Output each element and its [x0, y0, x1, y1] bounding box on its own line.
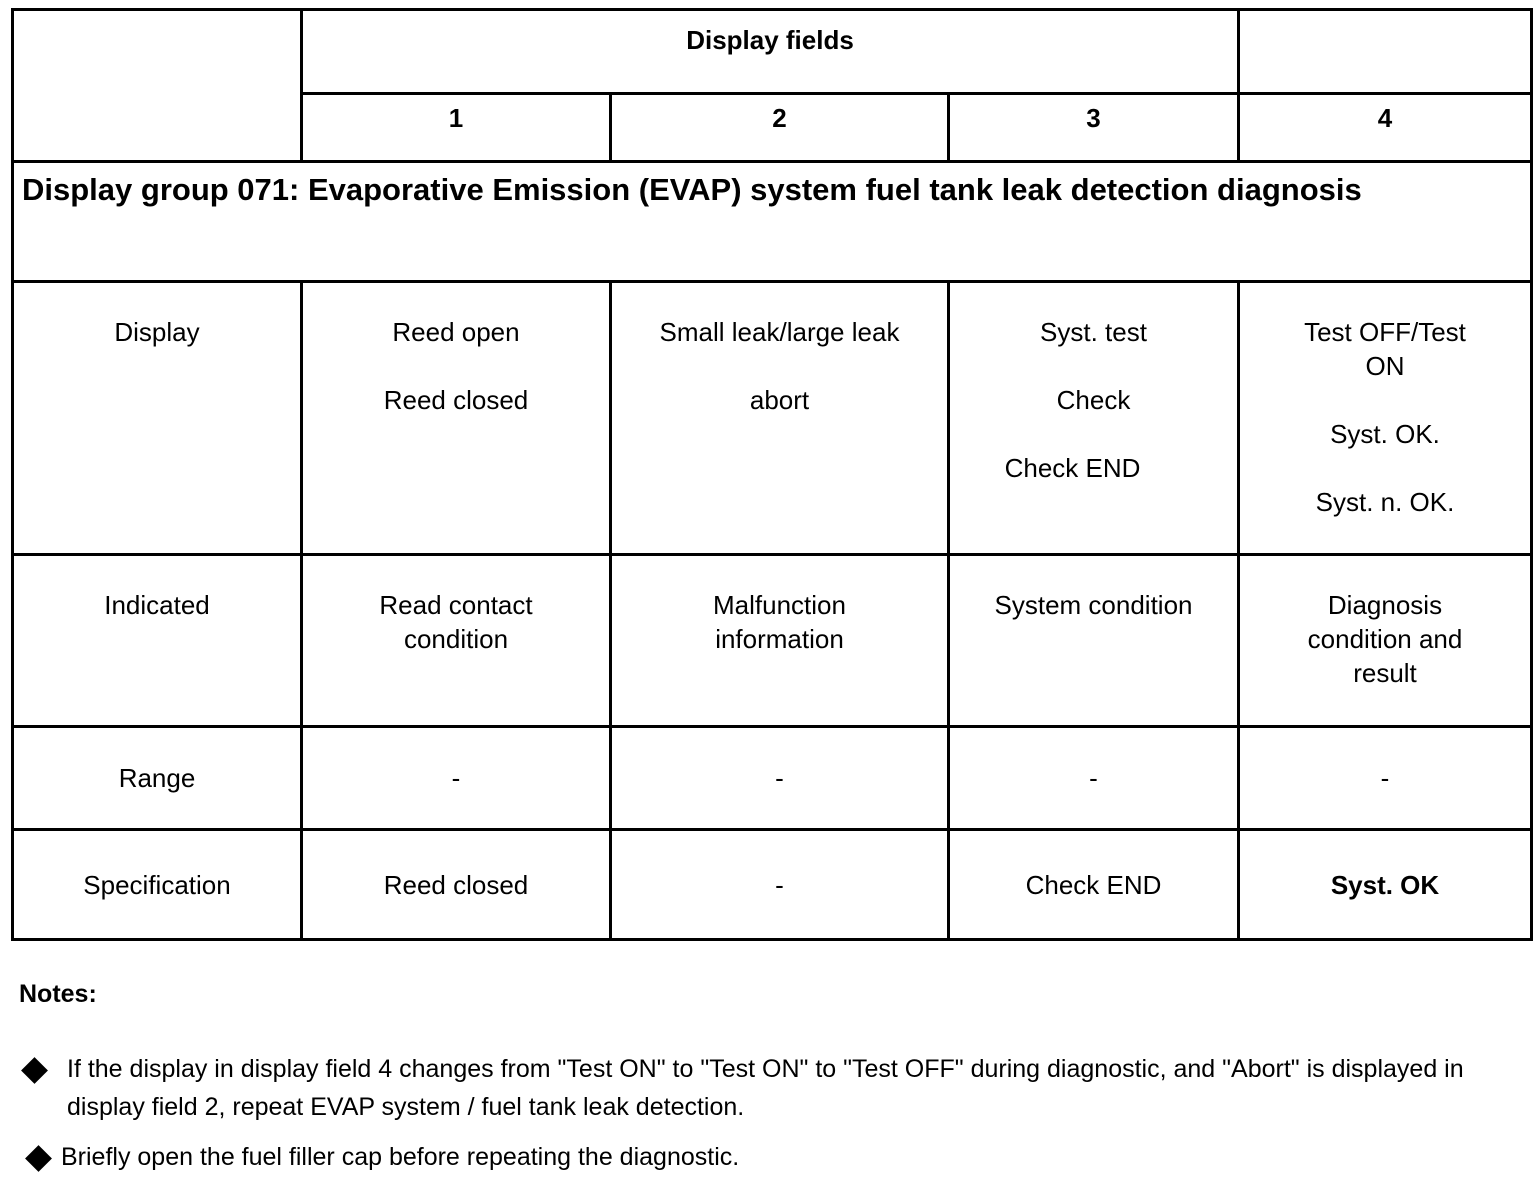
display-value: Syst. OK.	[1330, 419, 1440, 449]
display-value: Small leak/large leak	[659, 317, 900, 347]
specification-field-4: Syst. OK	[1239, 830, 1532, 940]
indicated-field-1: Read contact condition	[302, 555, 611, 727]
note-text: If the display in display field 4 changes from "Test ON" to "Test ON" to "Test OFF" during diagnostic, and "Abort" is displayed in display field 2, repeat EVAP system / fuel tank leak detection.	[67, 1055, 1464, 1121]
field-number-1: 1	[302, 94, 611, 162]
row-label-specification: Specification	[13, 830, 302, 940]
field-number-3: 3	[949, 94, 1239, 162]
header-blank-cell-right	[1239, 10, 1532, 94]
field-number-4: 4	[1239, 94, 1532, 162]
diamond-bullet-icon	[25, 1145, 52, 1172]
row-label-range: Range	[13, 727, 302, 830]
row-label-indicated: Indicated	[13, 555, 302, 727]
display-value: Check END	[1004, 453, 1141, 483]
range-field-1: -	[302, 727, 611, 830]
display-value: Test OFF/Test ON	[1304, 317, 1466, 381]
header-blank-cell	[13, 10, 302, 162]
display-value: Reed open	[392, 317, 520, 347]
display-field-4	[1239, 282, 1532, 555]
note-text: Briefly open the fuel filler cap before repeating the diagnostic.	[61, 1143, 740, 1171]
display-fields-title: Display fields	[302, 10, 1239, 94]
specification-field-2: -	[611, 830, 949, 940]
range-field-2: -	[611, 727, 949, 830]
display-group-table	[11, 8, 1533, 941]
display-value: Check	[1056, 385, 1131, 415]
display-field-2	[611, 282, 949, 555]
diamond-bullet-icon	[21, 1057, 48, 1084]
field-number-2: 2	[611, 94, 949, 162]
display-value: Syst. n. OK.	[1315, 487, 1455, 517]
range-field-4: -	[1239, 727, 1532, 830]
display-field-1	[302, 282, 611, 555]
indicated-field-4: Diagnosis condition and result	[1239, 555, 1532, 727]
note-item	[19, 1050, 1519, 1126]
indicated-field-3: System condition	[949, 555, 1239, 727]
notes-title: Notes:	[19, 980, 97, 1008]
notes-section	[19, 978, 1519, 1188]
range-field-3: -	[949, 727, 1239, 830]
display-group-title: Display group 071: Evaporative Emission (EVAP) system fuel tank leak detection diagnosis	[13, 162, 1532, 282]
display-value: Syst. test	[1040, 317, 1147, 347]
note-item	[19, 1138, 1519, 1176]
row-label-display: Display	[13, 282, 302, 555]
display-field-3	[949, 282, 1239, 555]
specification-field-1: Reed closed	[302, 830, 611, 940]
display-value: abort	[749, 385, 810, 415]
indicated-field-2: Malfunction information	[611, 555, 949, 727]
specification-field-3: Check END	[949, 830, 1239, 940]
display-value: Reed closed	[383, 385, 529, 415]
